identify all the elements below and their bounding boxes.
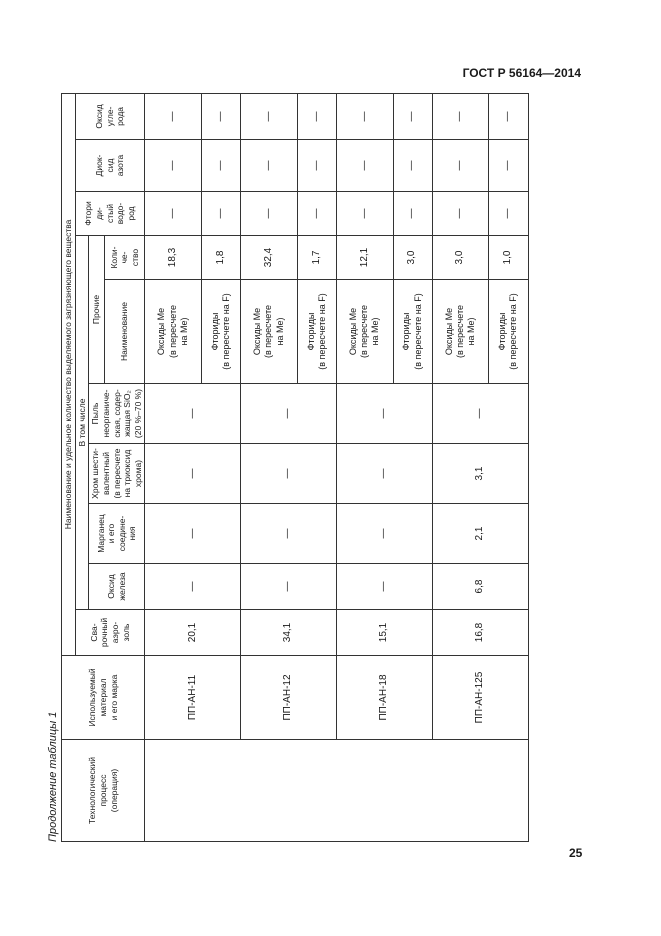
header-dust: Пыль неорганиче- ская, содер- жащая SiO₂ (20 %–70 %) <box>89 384 145 444</box>
material-cell: ПП-АН-12 <box>241 656 337 740</box>
hf-cell: — <box>201 192 240 236</box>
manganese-cell: — <box>145 504 241 564</box>
iron-cell: — <box>241 564 337 610</box>
process-cell <box>145 740 528 842</box>
co-cell: — <box>145 93 202 139</box>
dust-cell: — <box>241 384 337 444</box>
document-code: ГОСТ Р 56164—2014 <box>462 66 581 80</box>
header-in-total: В том числе <box>75 236 89 610</box>
iron-cell: — <box>145 564 241 610</box>
table-row <box>336 93 393 841</box>
chrome-cell: — <box>145 444 241 504</box>
other-qty-cell: 1,0 <box>489 236 528 280</box>
other-name-cell: Оксиды Me (в пересчете на Me) <box>145 280 202 384</box>
no2-cell: — <box>297 140 336 192</box>
iron-cell: 6,8 <box>432 564 528 610</box>
other-name-cell: Фториды (в пересчете на F) <box>489 280 528 384</box>
hf-cell: — <box>393 192 432 236</box>
other-name-cell: Оксиды Me (в пересчете на Me) <box>432 280 489 384</box>
other-qty-cell: 18,3 <box>145 236 202 280</box>
other-name-cell: Оксиды Me (в пересчете на Me) <box>241 280 298 384</box>
other-name-cell: Фториды (в пересчете на F) <box>201 280 240 384</box>
co-cell: — <box>432 93 489 139</box>
other-name-cell: Фториды (в пересчете на F) <box>393 280 432 384</box>
material-cell: ПП-АН-125 <box>432 656 528 740</box>
manganese-cell: 2,1 <box>432 504 528 564</box>
table-row <box>432 93 489 841</box>
header-other-qty: Коли- че- ство <box>105 236 145 280</box>
iron-cell: — <box>336 564 432 610</box>
table-row <box>241 93 298 841</box>
hf-cell: — <box>241 192 298 236</box>
no2-cell: — <box>432 140 489 192</box>
chrome-cell: — <box>336 444 432 504</box>
aerosol-cell: 16,8 <box>432 610 528 656</box>
header-hf: Фтори ди- стый водо- род <box>75 192 145 236</box>
hf-cell: — <box>432 192 489 236</box>
aerosol-cell: 15,1 <box>336 610 432 656</box>
co-cell: — <box>297 93 336 139</box>
other-qty-cell: 1,8 <box>201 236 240 280</box>
other-qty-cell: 3,0 <box>393 236 432 280</box>
manganese-cell: — <box>336 504 432 564</box>
page-number: 25 <box>569 846 583 860</box>
hf-cell: — <box>336 192 393 236</box>
co-cell: — <box>336 93 393 139</box>
dust-cell: — <box>336 384 432 444</box>
header-manganese: Марганец и его соедине- ния <box>89 504 145 564</box>
rotated-table-block <box>47 92 523 842</box>
hf-cell: — <box>489 192 528 236</box>
co-cell: — <box>489 93 528 139</box>
header-no2: Диок- сид азота <box>75 140 145 192</box>
header-chrome: Хром шести- валентный (в пересчете на триоксид хрома) <box>89 444 145 504</box>
no2-cell: — <box>241 140 298 192</box>
table-caption: Продолжение таблицы 1 <box>47 711 59 842</box>
other-name-cell: Оксиды Me (в пересчете на Me) <box>336 280 393 384</box>
other-qty-cell: 1,7 <box>297 236 336 280</box>
table-row <box>145 93 202 841</box>
co-cell: — <box>241 93 298 139</box>
material-cell: ПП-АН-18 <box>336 656 432 740</box>
chrome-cell: — <box>241 444 337 504</box>
no2-cell: — <box>336 140 393 192</box>
emissions-table <box>61 93 529 842</box>
aerosol-cell: 34,1 <box>241 610 337 656</box>
no2-cell: — <box>393 140 432 192</box>
header-iron: Оксид железа <box>89 564 145 610</box>
no2-cell: — <box>201 140 240 192</box>
no2-cell: — <box>145 140 202 192</box>
other-qty-cell: 3,0 <box>432 236 489 280</box>
no2-cell: — <box>489 140 528 192</box>
co-cell: — <box>393 93 432 139</box>
header-process: Технологический процесс (операция) <box>62 740 145 842</box>
hf-cell: — <box>297 192 336 236</box>
header-material: Используемый материал и его марка <box>62 656 145 740</box>
other-qty-cell: 32,4 <box>241 236 298 280</box>
chrome-cell: 3,1 <box>432 444 528 504</box>
header-other-name: Наименование <box>105 280 145 384</box>
header-other: Прочие <box>89 236 105 384</box>
manganese-cell: — <box>241 504 337 564</box>
dust-cell: — <box>432 384 528 444</box>
other-name-cell: Фториды (в пересчете на F) <box>297 280 336 384</box>
aerosol-cell: 20,1 <box>145 610 241 656</box>
other-qty-cell: 12,1 <box>336 236 393 280</box>
hf-cell: — <box>145 192 202 236</box>
dust-cell: — <box>145 384 241 444</box>
header-co: Оксид угле- рода <box>75 93 145 139</box>
co-cell: — <box>201 93 240 139</box>
header-pollutants: Наименование и удельное количество выделяемого загрязняющего вещества <box>62 93 76 655</box>
header-aerosol: Сва- рочный аэро- золь <box>75 610 145 656</box>
material-cell: ПП-АН-11 <box>145 656 241 740</box>
